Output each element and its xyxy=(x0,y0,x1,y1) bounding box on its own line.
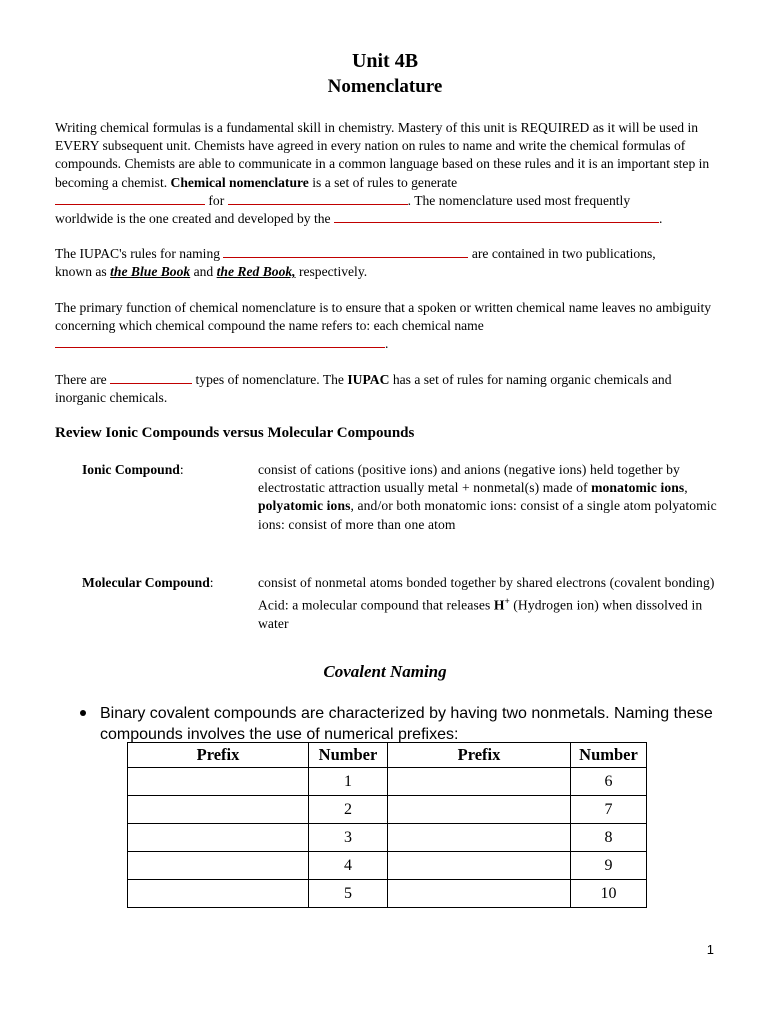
blank-field-3[interactable] xyxy=(334,211,659,223)
prefix-cell[interactable] xyxy=(388,852,571,880)
header-number-2: Number xyxy=(571,743,647,768)
hydrogen-symbol: H xyxy=(493,597,505,613)
molecular-text: consist of nonmetal atoms bonded together by shared electrons (covalent bonding) xyxy=(258,575,715,590)
blank-field-2[interactable] xyxy=(228,193,408,205)
table-row xyxy=(128,796,647,824)
ionic-comma: , xyxy=(684,480,688,496)
intro-period: . xyxy=(658,211,663,227)
acid-text-2: (Hydrogen ion) when dissolved in water xyxy=(258,597,703,631)
blank-field-4[interactable] xyxy=(223,246,468,258)
prefix-cell[interactable] xyxy=(128,796,309,824)
chemical-nomenclature-term: Chemical nomenclature xyxy=(170,174,309,190)
ionic-term: Ionic Compound xyxy=(82,462,180,477)
ionic-definition xyxy=(258,461,718,534)
types-text: There are xyxy=(55,372,107,387)
number-cell: 1 xyxy=(309,768,388,796)
number-cell: 7 xyxy=(571,796,647,824)
iupac-text-3: known as xyxy=(55,264,111,280)
ionic-text: consist of cations (positive ions) and anions (negative ions) held together by electrostatic attraction usually metal + nonmetal(s) made of xyxy=(258,462,680,496)
molecular-term: Molecular Compound xyxy=(82,575,210,590)
page-subtitle: Nomenclature xyxy=(327,76,443,97)
monatomic-ions-term: monatomic ions xyxy=(591,480,685,496)
molecular-definition xyxy=(258,574,718,633)
prefix-cell[interactable] xyxy=(128,880,309,908)
primary-text: The primary function of chemical nomenclature is to ensure that a spoken or written chemical name leaves no ambiguity concerning which chemical compound the name refers to: each chemical name xyxy=(55,300,712,334)
intro-text-3: . The nomenclature used most frequently xyxy=(407,192,631,208)
prefix-cell[interactable] xyxy=(128,852,309,880)
ionic-text-2: , and/or both monatomic ions: consist of a single atom polyatomic ions: consist of more than one atom xyxy=(258,498,717,532)
iupac-and: and xyxy=(190,264,217,280)
table-header-row xyxy=(128,743,647,768)
red-book-term: the Red Book, xyxy=(216,264,296,280)
prefix-cell[interactable] xyxy=(388,824,571,852)
number-cell: 9 xyxy=(571,852,647,880)
header-number-1: Number xyxy=(309,743,388,768)
polyatomic-ions-term: polyatomic ions xyxy=(258,498,351,514)
intro-text: Writing chemical formulas is a fundamental skill in chemistry. Mastery of this unit is REQUIRED as it will be used in EVERY subsequent unit. Chemists have agreed in every nation on rules to name and write the chemical formulas of compounds. Chemists are able to communicate in a common language based on these rules and it is an important step in becoming a chemist. xyxy=(55,120,710,190)
primary-function-paragraph xyxy=(55,299,715,354)
iupac-term: IUPAC xyxy=(347,372,390,387)
number-cell: 8 xyxy=(571,824,647,852)
bullet-icon xyxy=(80,710,86,716)
table-row xyxy=(128,824,647,852)
table-row xyxy=(128,768,647,796)
covalent-naming-heading: Covalent Naming xyxy=(323,662,447,681)
intro-for-word: for xyxy=(205,192,228,208)
blank-field-6[interactable] xyxy=(110,372,192,384)
bullet-text: Binary covalent compounds are characterized by having two nonmetals. Naming these compounds involves the use of numerical prefixes: xyxy=(100,705,713,743)
number-cell: 6 xyxy=(571,768,647,796)
number-cell: 2 xyxy=(309,796,388,824)
prefix-cell[interactable] xyxy=(388,880,571,908)
prefix-cell[interactable] xyxy=(128,768,309,796)
number-cell: 4 xyxy=(309,852,388,880)
prefix-cell[interactable] xyxy=(128,824,309,852)
intro-paragraph xyxy=(55,119,715,228)
review-heading: Review Ionic Compounds versus Molecular Compounds xyxy=(55,425,415,441)
intro-text-4: worldwide is the one created and developed by the xyxy=(55,211,331,227)
intro-text-2: is a set of rules to generate xyxy=(308,174,458,190)
number-cell: 10 xyxy=(571,880,647,908)
molecular-colon: : xyxy=(209,575,214,590)
iupac-text-2: are contained in two publications, xyxy=(468,246,656,261)
number-cell: 5 xyxy=(309,880,388,908)
types-text-2: types of nomenclature. The xyxy=(192,372,348,387)
hydrogen-charge: + xyxy=(504,596,510,607)
table-row xyxy=(128,880,647,908)
table-row xyxy=(128,852,647,880)
primary-period: . xyxy=(385,336,389,352)
blank-field-5[interactable] xyxy=(55,336,385,348)
acid-text: Acid: a molecular compound that releases xyxy=(258,597,494,613)
page-title: Unit 4B xyxy=(351,50,419,72)
number-cell: 3 xyxy=(309,824,388,852)
blue-book-term: the Blue Book xyxy=(110,264,191,280)
ionic-term-label xyxy=(82,461,184,479)
prefix-cell[interactable] xyxy=(388,796,571,824)
iupac-text: The IUPAC's rules for naming xyxy=(55,246,221,261)
prefix-table xyxy=(127,742,647,908)
molecular-term-label xyxy=(82,574,214,592)
types-text-3: has a set of rules for naming organic chemicals and inorganic chemicals. xyxy=(55,372,672,406)
iupac-text-4: respectively. xyxy=(295,264,368,280)
ionic-colon: : xyxy=(179,462,184,477)
iupac-paragraph xyxy=(55,245,715,281)
types-paragraph xyxy=(55,371,715,407)
page-number: 1 xyxy=(706,942,714,957)
header-prefix-2: Prefix xyxy=(388,743,571,768)
header-prefix-1: Prefix xyxy=(128,743,309,768)
blank-field-1[interactable] xyxy=(55,193,205,205)
prefix-cell[interactable] xyxy=(388,768,571,796)
